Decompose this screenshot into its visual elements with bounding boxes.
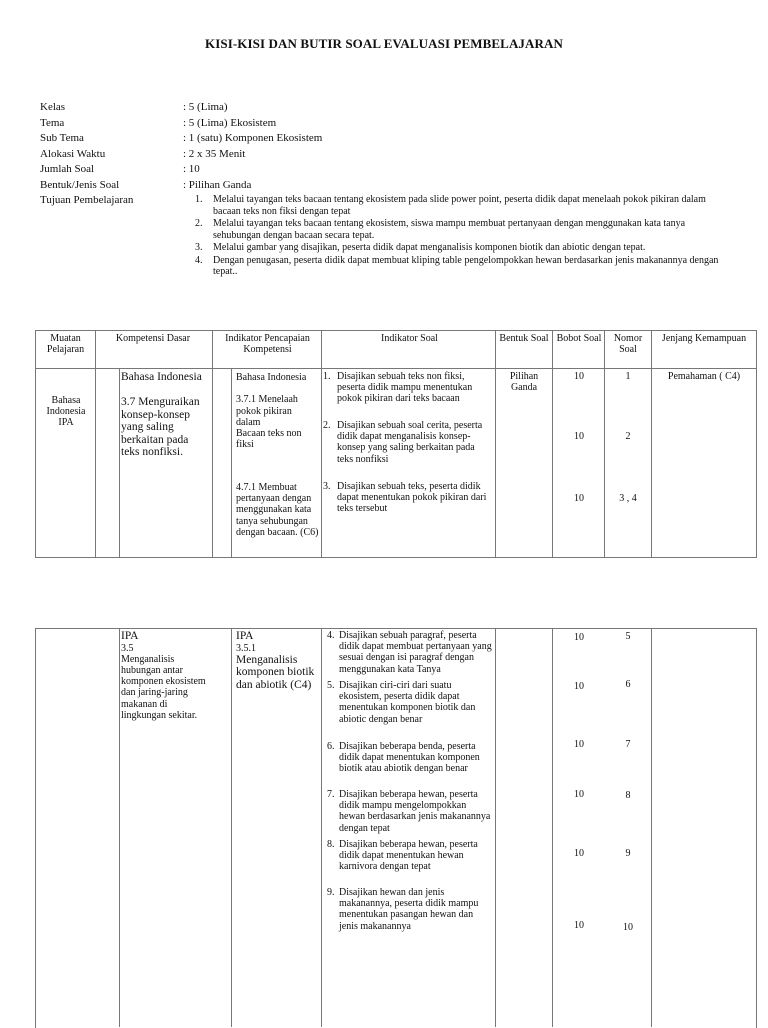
- nomor-cell: 7: [625, 739, 631, 750]
- document-title: KISI-KISI DAN BUTIR SOAL EVALUASI PEMBELAJARAN: [205, 36, 563, 51]
- bobot-cell: 10: [574, 632, 584, 643]
- indikator-soal-item: [327, 839, 493, 873]
- bobot-cell: 10: [574, 431, 584, 442]
- learning-goals-list: [195, 194, 730, 279]
- soal-text: Disajikan sebuah soal cerita, peserta didik dapat menganalisis konsep-konsep yang saling berkaitan pada teks nonfiksi: [337, 420, 483, 465]
- kd-cell: Bahasa Indonesia 3.7 Menguraikan konsep-konsep yang saling berkaitan pada teks nonfiksi.: [121, 371, 202, 458]
- info-label: Kelas: [40, 101, 66, 113]
- ipk-code: 3.5.1: [236, 642, 256, 654]
- header-jenjang: Jenjang Kemampuan: [661, 333, 747, 344]
- indikator-soal-item: [323, 420, 493, 465]
- bobot-cell: 10: [574, 848, 584, 859]
- nomor-cell: 1: [625, 371, 631, 382]
- table-divider: [552, 629, 553, 1027]
- goal-text: Dengan penugasan, peserta didik dapat membuat kliping table pengelompokkan hewan berdasarkan jenis makanannya dengan tepat..: [213, 254, 719, 277]
- header-muatan: Muatan Pelajaran: [46, 333, 85, 356]
- info-label: Bentuk/Jenis Soal: [40, 178, 120, 191]
- soal-number: 4.: [327, 630, 335, 641]
- header-indikator-soal: Indikator Soal: [381, 333, 438, 344]
- ipk-subject: IPA: [236, 630, 254, 642]
- table-divider: [651, 629, 652, 1027]
- bobot-cell: 10: [574, 789, 584, 800]
- ipk-text: Menganalisis komponen biotik dan abiotik (C4): [236, 653, 315, 691]
- kd-subject: IPA: [121, 630, 139, 642]
- header-bobot-soal: Bobot Soal: [556, 333, 602, 344]
- table-divider: [95, 331, 96, 557]
- soal-text: Disajikan sebuah teks, peserta didik dapat menentukan pokok pikiran dari teks tersebut: [337, 481, 487, 515]
- info-label: Sub Tema: [40, 132, 84, 144]
- soal-number: 3.: [323, 481, 331, 492]
- soal-number: 6.: [327, 741, 335, 752]
- info-value: : 1 (satu) Komponen Ekosistem: [183, 132, 323, 144]
- table-divider: [321, 331, 322, 557]
- goal-item: [195, 218, 730, 241]
- table-divider: [495, 331, 496, 557]
- evaluation-table-part-2: [35, 628, 757, 1028]
- indikator-soal-item: [327, 630, 493, 675]
- soal-number: 1.: [323, 371, 331, 382]
- soal-text: Disajikan hewan dan jenis makanannya, peserta didik mampu menentukan pasangan hewan dan jenis makanannya: [339, 887, 479, 932]
- indikator-soal-item: [327, 680, 493, 725]
- header-kompetensi-dasar: Kompetensi Dasar: [115, 333, 191, 344]
- info-value: : 2 x 35 Menit: [183, 147, 246, 160]
- nomor-cell: 5: [625, 631, 631, 642]
- goal-text: Melalui tayangan teks bacaan tentang ekosistem pada slide power point, peserta didik dapat menelaah pokok pikiran dalam bacaan teks non fiksi dengan tepat: [213, 194, 706, 217]
- soal-text: Disajikan sebuah teks non fiksi, peserta didik mampu menentukan pokok pikiran dari teks bacaan: [337, 371, 473, 405]
- goal-number: 2.: [195, 218, 203, 229]
- bobot-cell: 10: [574, 493, 584, 504]
- soal-text: Disajikan ciri-ciri dari suatu ekosistem, peserta didik dapat menentukan komponen biotik dan abiotic dengan benar: [339, 680, 476, 725]
- soal-number: 5.: [327, 680, 335, 691]
- info-label: Tema: [40, 116, 65, 129]
- goal-item: [195, 242, 730, 254]
- header-bentuk-soal: Bentuk Soal: [499, 333, 549, 344]
- ipk-cell-a: Bahasa Indonesia 3.7.1 Menelaah pokok pikiran dalam Bacaan teks non fiksi: [236, 372, 307, 451]
- info-value: : 10: [183, 163, 200, 175]
- info-value: : 5 (Lima): [183, 101, 228, 113]
- soal-number: 2.: [323, 420, 331, 431]
- soal-text: Disajikan beberapa hewan, peserta didik dapat menentukan hewan karnivora dengan tepat: [339, 839, 478, 873]
- soal-number: 8.: [327, 839, 335, 850]
- table-divider: [321, 629, 322, 1027]
- bentuk-soal-cell: Pilihan Ganda: [509, 371, 539, 394]
- table-divider: [119, 368, 120, 557]
- goal-number: 1.: [195, 194, 203, 205]
- header-ipk: Indikator Pencapaian Kompetensi: [225, 333, 310, 356]
- goal-item: [195, 194, 730, 217]
- info-value: : Pilihan Ganda: [183, 178, 252, 191]
- table-divider: [495, 629, 496, 1027]
- kd-text: Menganalisis hubungan antar komponen ekosistem dan jaring-jaring makanan di lingkungan sekitar.: [121, 653, 206, 721]
- indikator-soal-item: [327, 789, 493, 834]
- ipk-cell-b: 4.7.1 Membuat pertanyaan dengan menggunakan kata tanya sehubungan dengan bacaan. (C6): [236, 482, 319, 538]
- nomor-cell: 2: [625, 431, 631, 442]
- info-label: Tujuan Pembelajaran: [40, 194, 134, 206]
- soal-number: 7.: [327, 789, 335, 800]
- table-divider: [36, 368, 756, 369]
- table-divider: [651, 331, 652, 557]
- indikator-soal-item: [323, 481, 493, 515]
- table-divider: [231, 629, 232, 1027]
- nomor-cell: 9: [625, 848, 631, 859]
- soal-number: 9.: [327, 887, 335, 898]
- nomor-cell: 6: [625, 679, 631, 690]
- bobot-cell: 10: [574, 681, 584, 692]
- bobot-cell: 10: [574, 371, 584, 382]
- kd-cell: [121, 630, 213, 721]
- table-divider: [212, 331, 213, 557]
- table-divider: [119, 629, 120, 1027]
- goal-text: Melalui gambar yang disajikan, peserta didik dapat menganalisis komponen biotik dan abiotic dengan tepat.: [213, 242, 646, 253]
- soal-text: Disajikan beberapa benda, peserta didik dapat menentukan komponen biotik atau abiotik dengan benar: [339, 741, 480, 775]
- soal-text: Disajikan beberapa hewan, peserta didik mampu mengelompokkan hewan berdasarkan jenis makanannya dengan tepat: [339, 789, 491, 834]
- kd-code: 3.5: [121, 642, 134, 654]
- ipk-cell: [236, 630, 318, 691]
- info-label: Alokasi Waktu: [40, 147, 106, 160]
- goal-text: Melalui tayangan teks bacaan tentang ekosistem, siswa mampu membuat pertanyaan dengan menggunakan kata tanya sehubungan dengan bacaan secara tepat.: [213, 218, 686, 241]
- goal-item: [195, 255, 730, 278]
- header-nomor-soal: Nomor Soal: [613, 333, 643, 356]
- nomor-cell: 3 , 4: [619, 493, 637, 504]
- info-label: Jumlah Soal: [40, 163, 95, 175]
- nomor-cell: 10: [623, 922, 633, 933]
- jenjang-cell: Pemahaman ( C4): [667, 371, 741, 382]
- info-value: : 5 (Lima) Ekosistem: [183, 116, 277, 129]
- evaluation-table-part-1: [35, 330, 757, 558]
- bobot-cell: 10: [574, 920, 584, 931]
- bobot-cell: 10: [574, 739, 584, 750]
- table-divider: [552, 331, 553, 557]
- indikator-soal-item: [323, 371, 493, 405]
- muatan-cell: Bahasa Indonesia IPA: [46, 395, 86, 429]
- table-divider: [604, 331, 605, 557]
- indikator-soal-item: [327, 887, 493, 932]
- nomor-cell: 8: [625, 790, 631, 801]
- soal-text: Disajikan sebuah paragraf, peserta didik dapat membuat pertanyaan yang sesuai dengan isi paragraf dengan menggunakan kata Tanya: [339, 630, 492, 675]
- goal-number: 4.: [195, 254, 203, 266]
- table-divider: [231, 368, 232, 557]
- indikator-soal-item: [327, 741, 493, 775]
- goal-number: 3.: [195, 242, 203, 253]
